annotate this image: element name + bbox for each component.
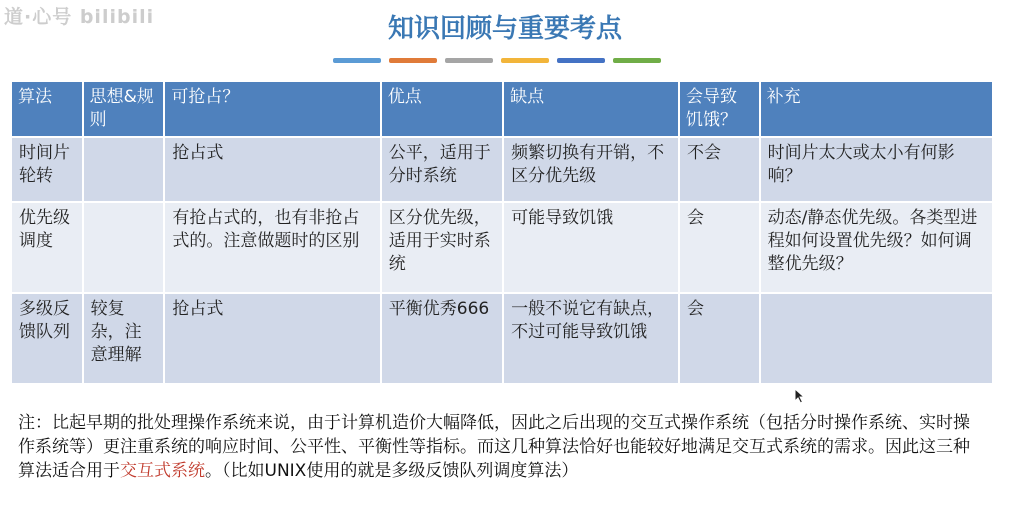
accent-bar-2 — [389, 58, 437, 63]
accent-color-bar — [333, 58, 661, 64]
table-row — [12, 203, 992, 292]
table-cell: 一般不说它有缺点，不过可能导致饥饿 — [504, 294, 678, 383]
table-cell: 有抢占式的，也有非抢占式的。注意做题时的区别 — [165, 203, 379, 292]
accent-bar-3 — [445, 58, 493, 63]
table-cell: 时间片太大或太小有何影响？ — [761, 138, 992, 201]
footnote-text-end: 。（比如UNIX使用的就是多级反馈队列调度算法） — [205, 461, 579, 481]
comparison-table — [10, 80, 994, 385]
header-disadvantages: 缺点 — [504, 82, 678, 136]
table-row — [12, 294, 992, 383]
table-cell: 平衡优秀666 — [382, 294, 502, 383]
header-starvation: 会导致饥饿？ — [680, 82, 759, 136]
table-cell: 抢占式 — [165, 294, 379, 383]
footnote — [18, 411, 978, 483]
table-cell: 时间片轮转 — [12, 138, 82, 201]
table-row — [12, 138, 992, 201]
table-cell: 优先级调度 — [12, 203, 82, 292]
accent-bar-1 — [333, 58, 381, 63]
table-cell: 公平，适用于分时系统 — [382, 138, 502, 201]
table-header-row — [12, 82, 992, 136]
table-cell: 不会 — [680, 138, 759, 201]
page-title: 知识回顾与重要考点 — [387, 14, 622, 44]
header-advantages: 优点 — [382, 82, 502, 136]
accent-bar-4 — [501, 58, 549, 63]
table-cell: 抢占式 — [165, 138, 379, 201]
table-cell: 较复杂，注意理解 — [84, 294, 164, 383]
accent-bar-5 — [557, 58, 605, 63]
table-cell: 动态/静态优先级。各类型进程如何设置优先级？如何调整优先级？ — [761, 203, 992, 292]
header-supplement: 补充 — [761, 82, 992, 136]
table-cell — [84, 203, 164, 292]
footnote-highlight: 交互式系统 — [120, 461, 205, 481]
table-cell — [761, 294, 992, 383]
header-preemptive: 可抢占？ — [165, 82, 379, 136]
header-algorithm: 算法 — [12, 82, 82, 136]
table-cell — [84, 138, 164, 201]
footnote-text: 注：比起早期的批处理操作系统来说，由于计算机造价大幅降低，因此之后出现的交互式操作系统（包括分时操作系统、实时操作系统等）更注重系统的响应时间、公平性、平衡性等指标。而这几种算法恰好也能较好地满足交互式系统的需求。因此这三种算法适合用于 — [18, 413, 970, 481]
table-cell: 区分优先级，适用于实时系统 — [382, 203, 502, 292]
mouse-cursor-icon — [794, 388, 806, 404]
accent-bar-6 — [613, 58, 661, 63]
table-cell: 频繁切换有开销，不区分优先级 — [504, 138, 678, 201]
watermark-logo: 道·心号 bilibili — [4, 6, 155, 28]
table-cell: 多级反馈队列 — [12, 294, 82, 383]
table-cell: 可能导致饥饿 — [504, 203, 678, 292]
table-cell: 会 — [680, 294, 759, 383]
table-cell: 会 — [680, 203, 759, 292]
header-idea-rules: 思想&规则 — [84, 82, 164, 136]
